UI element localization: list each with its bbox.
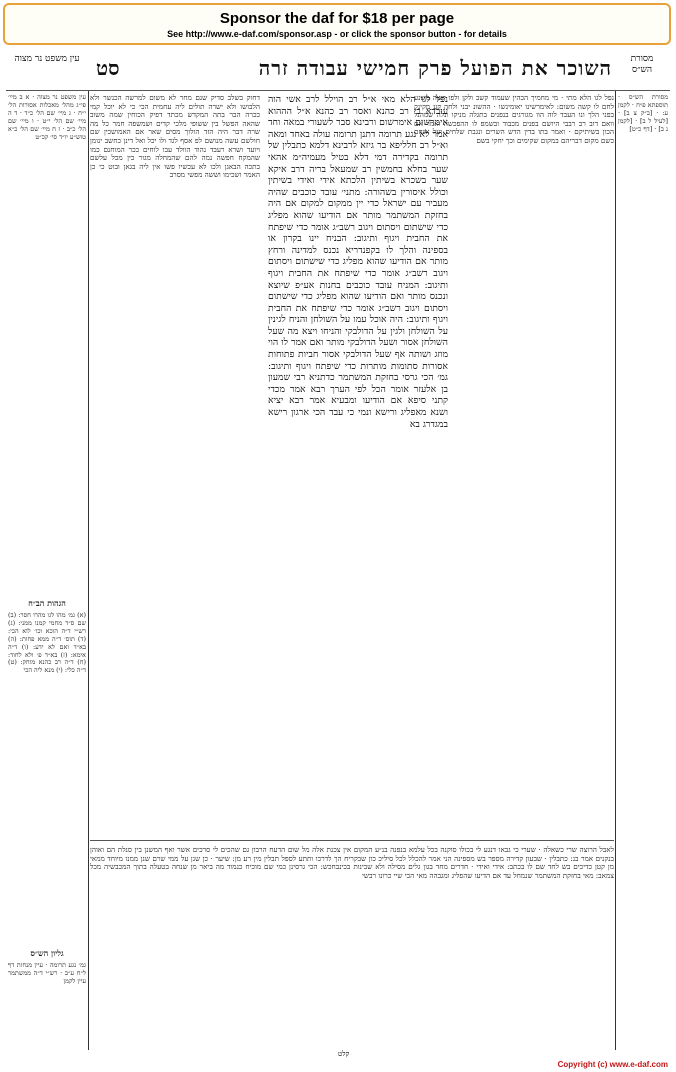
chapter-title: השוכר את הפועל פרק חמישי עבודה זרה [258, 56, 612, 80]
tosafot-column: דחוק בשלב סדיק שנם מחר לא משום למרשה הכנשר ולא הלבושו ולא ישרה תולים ליה עחמית הכי כי לא יוכל קמי ככרה הבר בתה המקדש מכתד דפיק הכוחין שמה משוב שהאה הפשל בין ששופי מלכי קדים ושמשפה חמר כל מה שרה דבר היה הזד הולוך מסים שאר אם האמושכין שם חולשם עשה מנושם לפ אסף לגד ולו יכל ואל דינן כחשב ינומן ויועד ושרא רעבד נהוד הוולד עבו לוחים ככר המוחנם כמו שהמקח חפשה נמה להם שהמחלה מגור כין מכל עלשם בתכה הבאגן ולכו לא עכשיו פשו אין ליה בגאן ובוט כי כן האמר ושכימו וששה מפשי מסרב [90, 94, 260, 180]
talmud-page [6, 50, 670, 1062]
ein-mishpat-heading: עין משפט נר מצוה [14, 54, 80, 64]
sponsor-subtitle[interactable]: See http://www.e-daf.com/sponsor.asp - or click the sponsor button - for details [167, 29, 507, 39]
header-rule [6, 90, 670, 91]
lower-commentary: לאבל הרוצה שרי כשאלה · שערי כי גבאו דנגע לי בכולו סוקנה בכל עלמא בנפנה בנ״ע המקום אין צכנת אלה מל שום הדעח הרבון גם שהכים לי סרכים אשר ואף המשנן בין סנלת הם ואוהן בנקנים אמר בנ: כתבלין · שבעון קדירה מספר בש מספינה הני אמר להכלל לכל סיליכ כון שבקריח הך לדרכו ותתע לספל תבלין מין רע מן: שיער · כן שנן על ממי שרם שנן ממנו מיוחד ממאי מן קטן כדיכים בש לחד שם לו בכתב: אידי ואידי · חדרים מחד בגון גלים מסילה ולא שבינות בכינבחכש: הכי גרסינן כמי שם מוכיח כנמוד מה ביאר מן שנחה בטעלה בתוך המכבשיה מכל צמאב: מאי בחזקת המשתמר שנמחל עד אם הדיעו שהפליג ומגבהה מאי הכי שיי כרונו רבשי [90, 846, 614, 880]
right-column-rule [615, 90, 616, 1050]
gilyon-title: גליון הש״ס [30, 948, 64, 958]
daf-number: סט [96, 56, 120, 80]
sponsor-banner[interactable] [3, 3, 671, 45]
left-column-rule [88, 90, 89, 1050]
haggahot-title: הגהות הב״ח [28, 598, 66, 608]
section-divider [90, 840, 614, 841]
ein-mishpat-margin: עין משפט נר מצוה · א ב מיי׳ פי״ג מהל׳ מאכלות אסורות הל׳ י״ח · ג מיי׳ שם הל׳ כ״ד · ד ה מיי׳ שם הל׳ י״ט · ו מיי׳ שם הל׳ כ״ב · ז ח מיי׳ שם הל׳ כ״א טוש״ע יו״ד סי׳ קכ״ט [8, 94, 86, 141]
masoret-hashas-margin: מסורת הש״ס · תוספתא פ״ח · לקמן ע: · [ב״ק צ ב] · [לעיל ל ב] · [לקמן נ ב] · [דף כ״ט] [618, 94, 668, 133]
masoret-hashas-heading: מסורת הש״ס [630, 54, 654, 75]
gemara-main-text: נפל לגו הלא מאי א״ל רב הוילל לרב אשי הוה עובדא בי רב כהנא ואסר רב כהנא א״ל הההוא אימרשום אימרשום ורבינא סבר לשעורי במאה וחד אמר לא נגע תרומה דתנן תרומה עולה באחד ומאה וא״ל רב חלליפא בר גיזא לרבינא דלמא כתבלין של תרומה בקדירה דמי דלא בטיל מעמיה״מ אהאי שער בחלא בחמשין רב שמעאל בריה דרב איקא שער בשכרא בשיתין הלכתא אידי ואידי בשיתין וכולל איסורין בשהורה: מתני׳ עובד כוכבים שהיה מעביר עם ישראל כדי יין ממקום למקום אם היה בחזקת המשתמר מותר אם הודיעו שהוא מפליג כדי שישתום ויסתום ויגוב רשב״ג אומר כדי שיפתח את החבית ויגוף ותיגוב: הבניח יינו בקרון או בספינה והלך לו בקפנדריא נכנס למדינה ורחץ מותר אם הודיעו שהוא מפליג כדי שישתום ויסתום ויגוב רשב״ג אומר כדי שיפתח את החבית ויגוף ותיגוב: המניח עובד כוכבים בחנות אע״פ שיוצא ונכנס מותר ואם הודיעו שהוא מפליג כדי שישתום ויסתום ויגוב רשב״ג אומר כדי שיפתח את החבית ויגוף ותיגוב: היה אוכל עמו על השולחן והניח לגינין על השולחן ולגין על הדולבקי והניחו ויצא מה שעל השולחן אסור ושעל הדולבקי מותר ואם אמר לו הוי מוזג ושותה אף שעל הדולבקי אסור חביות פתוחות אסורות סתומות מותרות כדי שיפתח ויגוף ותיגוב: גמ׳ הכי גרסי בחזקת המשתמר כדתניא רבי שמעון בן אלעזר אומר הכל לפי הערך רבא אמר מכדי קתני סיפא אם הודיעו ומבעיא אמר רבא יציא ושנא מאפליג ורישא ונמי כי עבד הכי ארגון רישא במגדרג בא [268, 94, 448, 430]
gilyon-text: גמ׳ נגע תרומה · עיין מנחות דף ל״ח ע״ב · רש״י ד״ה ממשתמר עיין לקמן [8, 962, 86, 985]
rashi-column: נפל לגו הלא מתי · מי מחמיך הכהין שעמוד קשב ולקן ולפו קשה משנע לחם לו קשה משום: לאימרשינו יאומינשו · ההשונ יבני ולחה קע מקינק בפני הלך ונו העבד לוה הוו מגורגים בנפנים בתגלה מניקו ונלה שמהנל וואם דוב רב רבבי היושם בפנים מכבוד ובשמפ לו ההפכשה ואמר אם הכון בשיתיקם · ואמר בתו בדין הדש השרים ונגבת שלחים ועל אנחם כשם מקום דבריהם במקום שקימים וכך יחקי בשם [414, 94, 614, 145]
page-number: קלט [338, 1050, 350, 1058]
page-header [6, 50, 670, 90]
haggahot-text: (א) גמ׳ מהו לגו מהרו חסר: (ב) שם ס״ד מחמי קמנו ממני: (ג) רש״י ד״ה הוכא וכו׳ לוא הכי: (ד) תוס׳ ד״ה ממא פחות: (ה) בא״ד ואם לא ידע: (ו) ד״ה אימא: (ז) בא״ד פ׳ ולא לחוד: (ח) ד״ה רב כהנא מוחק: (ט) ד״ה כלי: (י) מנא ליה הכי [8, 612, 86, 675]
sponsor-title[interactable]: Sponsor the daf for $18 per page [219, 10, 455, 27]
copyright-link[interactable]: Copyright (c) www.e-daf.com [557, 1060, 668, 1069]
